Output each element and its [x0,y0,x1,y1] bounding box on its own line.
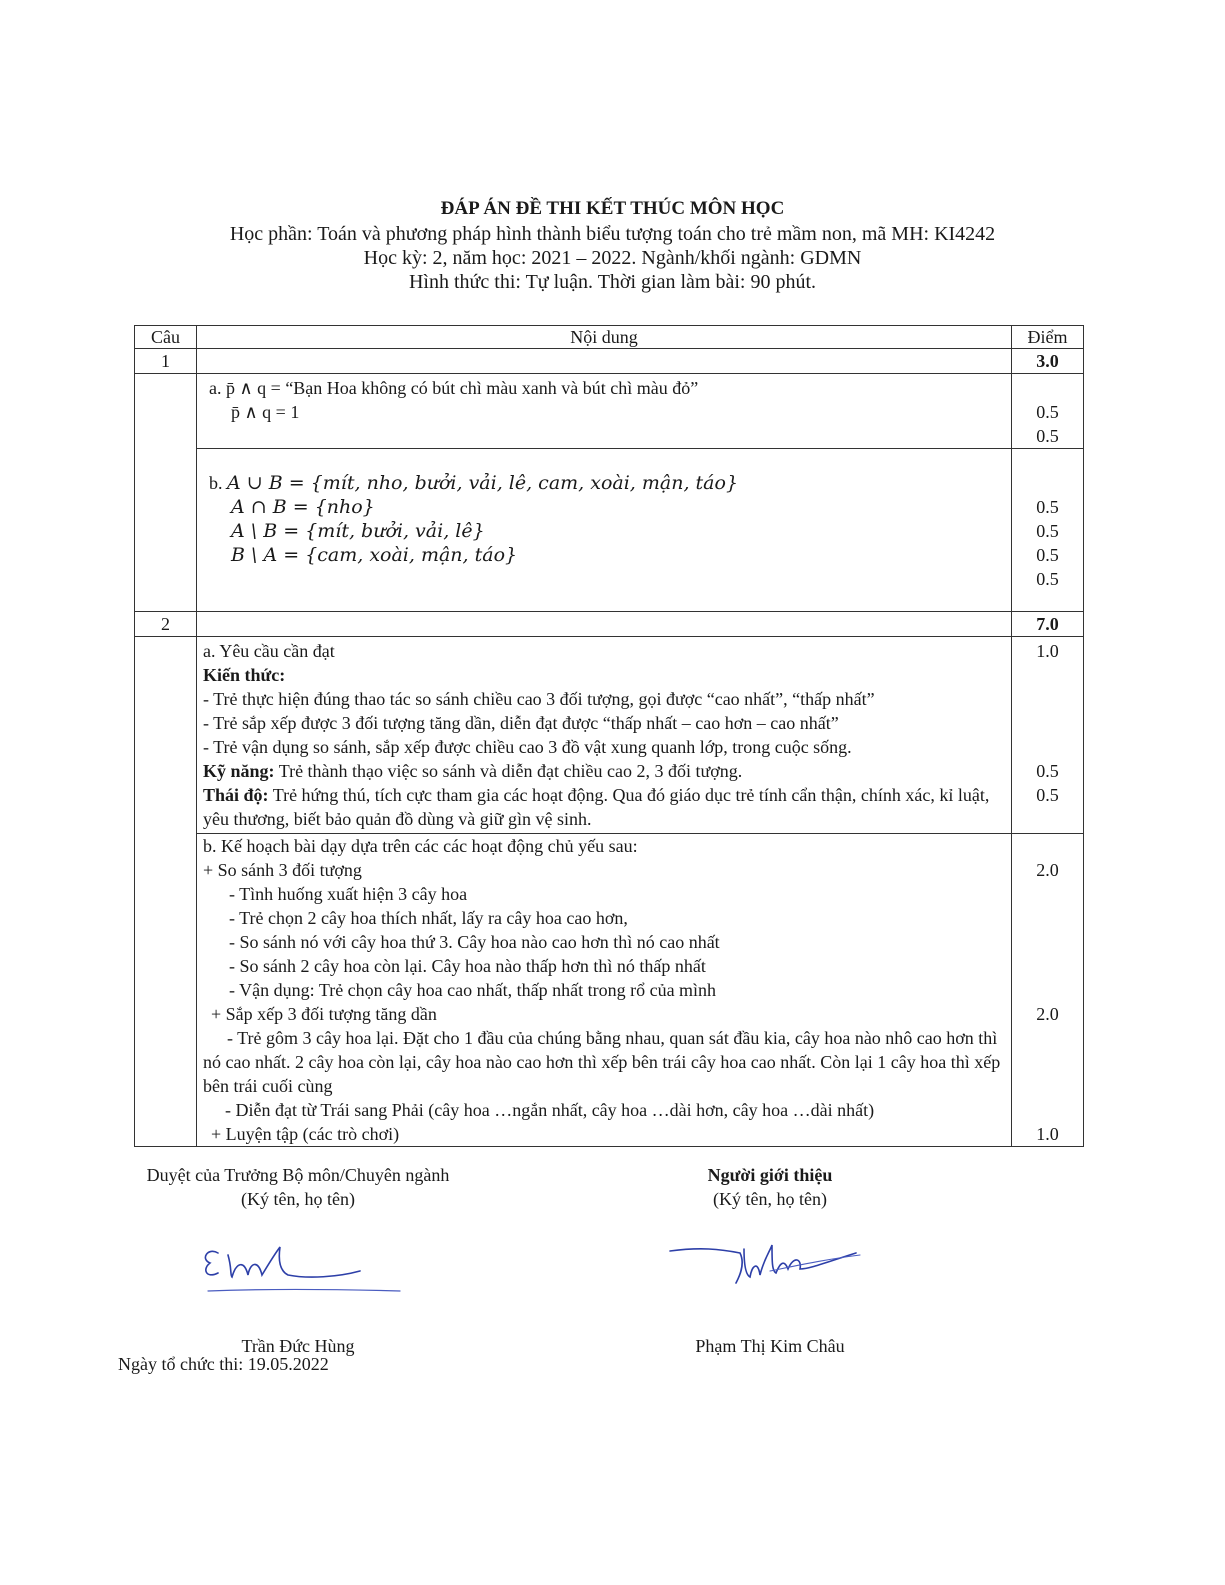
signature-title: Duyệt của Trưởng Bộ môn/Chuyên ngành [146,1165,450,1185]
score-value: 0.5 [1036,426,1059,446]
answer-line: - Trẻ chọn 2 cây hoa thích nhất, lấy ra cây hoa cao hơn, [229,908,628,928]
col-header-noidung: Nội dung [197,326,1012,349]
math-expression: B \ A = {cam, xoài, mận, táo} [231,544,518,566]
answer-line: - So sánh nó với cây hoa thứ 3. Cây hoa nào cao hơn thì nó cao nhất [229,932,720,952]
score-value: 0.5 [1036,545,1059,565]
semester-line: Học kỳ: 2, năm học: 2021 – 2022. Ngành/khối ngành: GDMN [363,247,862,269]
signature-subtitle: (Ký tên, họ tên) [241,1189,355,1209]
signer-name: Phạm Thị Kim Châu [695,1336,845,1356]
section-label: Thái độ: [203,785,269,805]
answer-line: - Trẻ thực hiện đúng thao tác so sánh chiều cao 3 đối tượng, gọi được “cao nhất”, “thấp nhất” [203,689,875,709]
table-header-row [135,326,1084,349]
answer-line: a. Yêu cầu cần đạt [203,641,335,661]
math-expression: A ∩ B = {nho} [231,496,375,518]
answer-line: - Trẻ vận dụng so sánh, sắp xếp được chiều cao 3 đồ vật xung quanh lớp, trong cuộc sống. [203,737,852,757]
table-row [135,834,1084,1147]
col-header-cau: Câu [135,326,197,349]
exam-format-line: Hình thức thi: Tự luận. Thời gian làm bài: 90 phút. [408,271,817,293]
document-header [0,196,1225,294]
answer-table [134,325,1084,1147]
handwritten-signature-right [660,1225,880,1295]
answer-line: p̄ ∧ q = 1 [231,402,300,422]
answer-line: b. A ∪ B = {mít, nho, bưởi, vải, lê, cam, xoài, mận, táo} [209,472,739,494]
answer-line: - Vận dụng: Trẻ chọn cây hoa cao nhất, thấp nhất trong rổ của mình [229,980,717,1000]
answer-line: + Luyện tập (các trò chơi) [211,1124,400,1144]
section-label: Kỹ năng: [203,761,275,781]
score-value: 0.5 [1036,785,1059,805]
question-total: 3.0 [1012,349,1084,374]
answer-line: Kỹ năng: Trẻ thành thạo việc so sánh và diễn đạt chiều cao 2, 3 đối tượng. [203,761,743,781]
table-row [135,637,1084,834]
math-expression: A \ B = {mít, bưởi, vải, lê} [231,520,485,542]
score-value: 0.5 [1036,402,1059,422]
score-value: 2.0 [1036,1004,1059,1024]
answer-line: + So sánh 3 đối tượng [203,860,362,880]
answer-line: - Tình huống xuất hiện 3 cây hoa [229,884,468,904]
signature-title: Người giới thiệu [707,1165,833,1185]
score-value: 0.5 [1036,569,1059,589]
course-line: Học phần: Toán và phương pháp hình thành biểu tượng toán cho trẻ mầm non, mã MH: KI4242 [229,223,996,245]
signature-block-left [118,1163,478,1358]
table-row [135,612,1084,637]
score-value: 1.0 [1036,1124,1059,1144]
table-row [135,449,1084,612]
question-total: 7.0 [1012,612,1084,637]
signer-name: Trần Đức Hùng [241,1336,355,1356]
math-expression: A ∪ B = {mít, nho, bưởi, vải, lê, cam, xoài, mận, táo} [227,472,739,494]
document-title: ĐÁP ÁN ĐỀ THI KẾT THÚC MÔN HỌC [440,198,785,219]
table-row [135,349,1084,374]
score-value: 0.5 [1036,521,1059,541]
question-number: 1 [135,349,197,374]
answer-line: - So sánh 2 cây hoa còn lại. Cây hoa nào thấp hơn thì nó thấp nhất [229,956,706,976]
score-value: 2.0 [1036,860,1059,880]
score-value: 1.0 [1036,641,1059,661]
answer-line: a. p̄ ∧ q = “Bạn Hoa không có bút chì màu xanh và bút chì màu đỏ” [209,378,699,398]
answer-line: b. Kế hoạch bài dạy dựa trên các các hoạt động chủ yếu sau: [203,836,638,856]
answer-line: - Trẻ sắp xếp được 3 đối tượng tăng dần, diễn đạt được “thấp nhất – cao hơn – cao nhất” [203,713,839,733]
exam-date: Ngày tổ chức thi: 19.05.2022 [118,1354,329,1374]
answer-line: - Trẻ gôm 3 cây hoa lại. Đặt cho 1 đầu của chúng bằng nhau, quan sát đầu kia, cây hoa nào nhô cao hơn thì nó cao nhất. 2 cây hoa còn lại, cây hoa nào cao hơn thì xếp bên trái cây hoa cao nhất. Còn lại 1 cây hoa thì xếp bên trái cuối cùng [203,1028,1001,1096]
score-value: 0.5 [1036,761,1059,781]
answer-line: - Diễn đạt từ Trái sang Phải (cây hoa …ngắn nhất, cây hoa …dài hơn, cây hoa …dài nhất) [225,1100,875,1120]
col-header-diem: Điểm [1012,326,1084,349]
table-row [135,374,1084,449]
question-number: 2 [135,612,197,637]
answer-line: Thái độ: Trẻ hứng thú, tích cực tham gia các hoạt động. Qua đó giáo dục trẻ tính cẩn thận, chính xác, kỉ luật, yêu thương, biết bảo quản đồ dùng và giữ gìn vệ sinh. [203,785,990,829]
signature-block-right [640,1163,900,1358]
score-value: 0.5 [1036,497,1059,517]
signature-subtitle: (Ký tên, họ tên) [713,1189,827,1209]
handwritten-signature-left [188,1225,408,1295]
section-label: Kiến thức: [203,665,286,685]
answer-line: + Sắp xếp 3 đối tượng tăng dần [211,1004,437,1024]
